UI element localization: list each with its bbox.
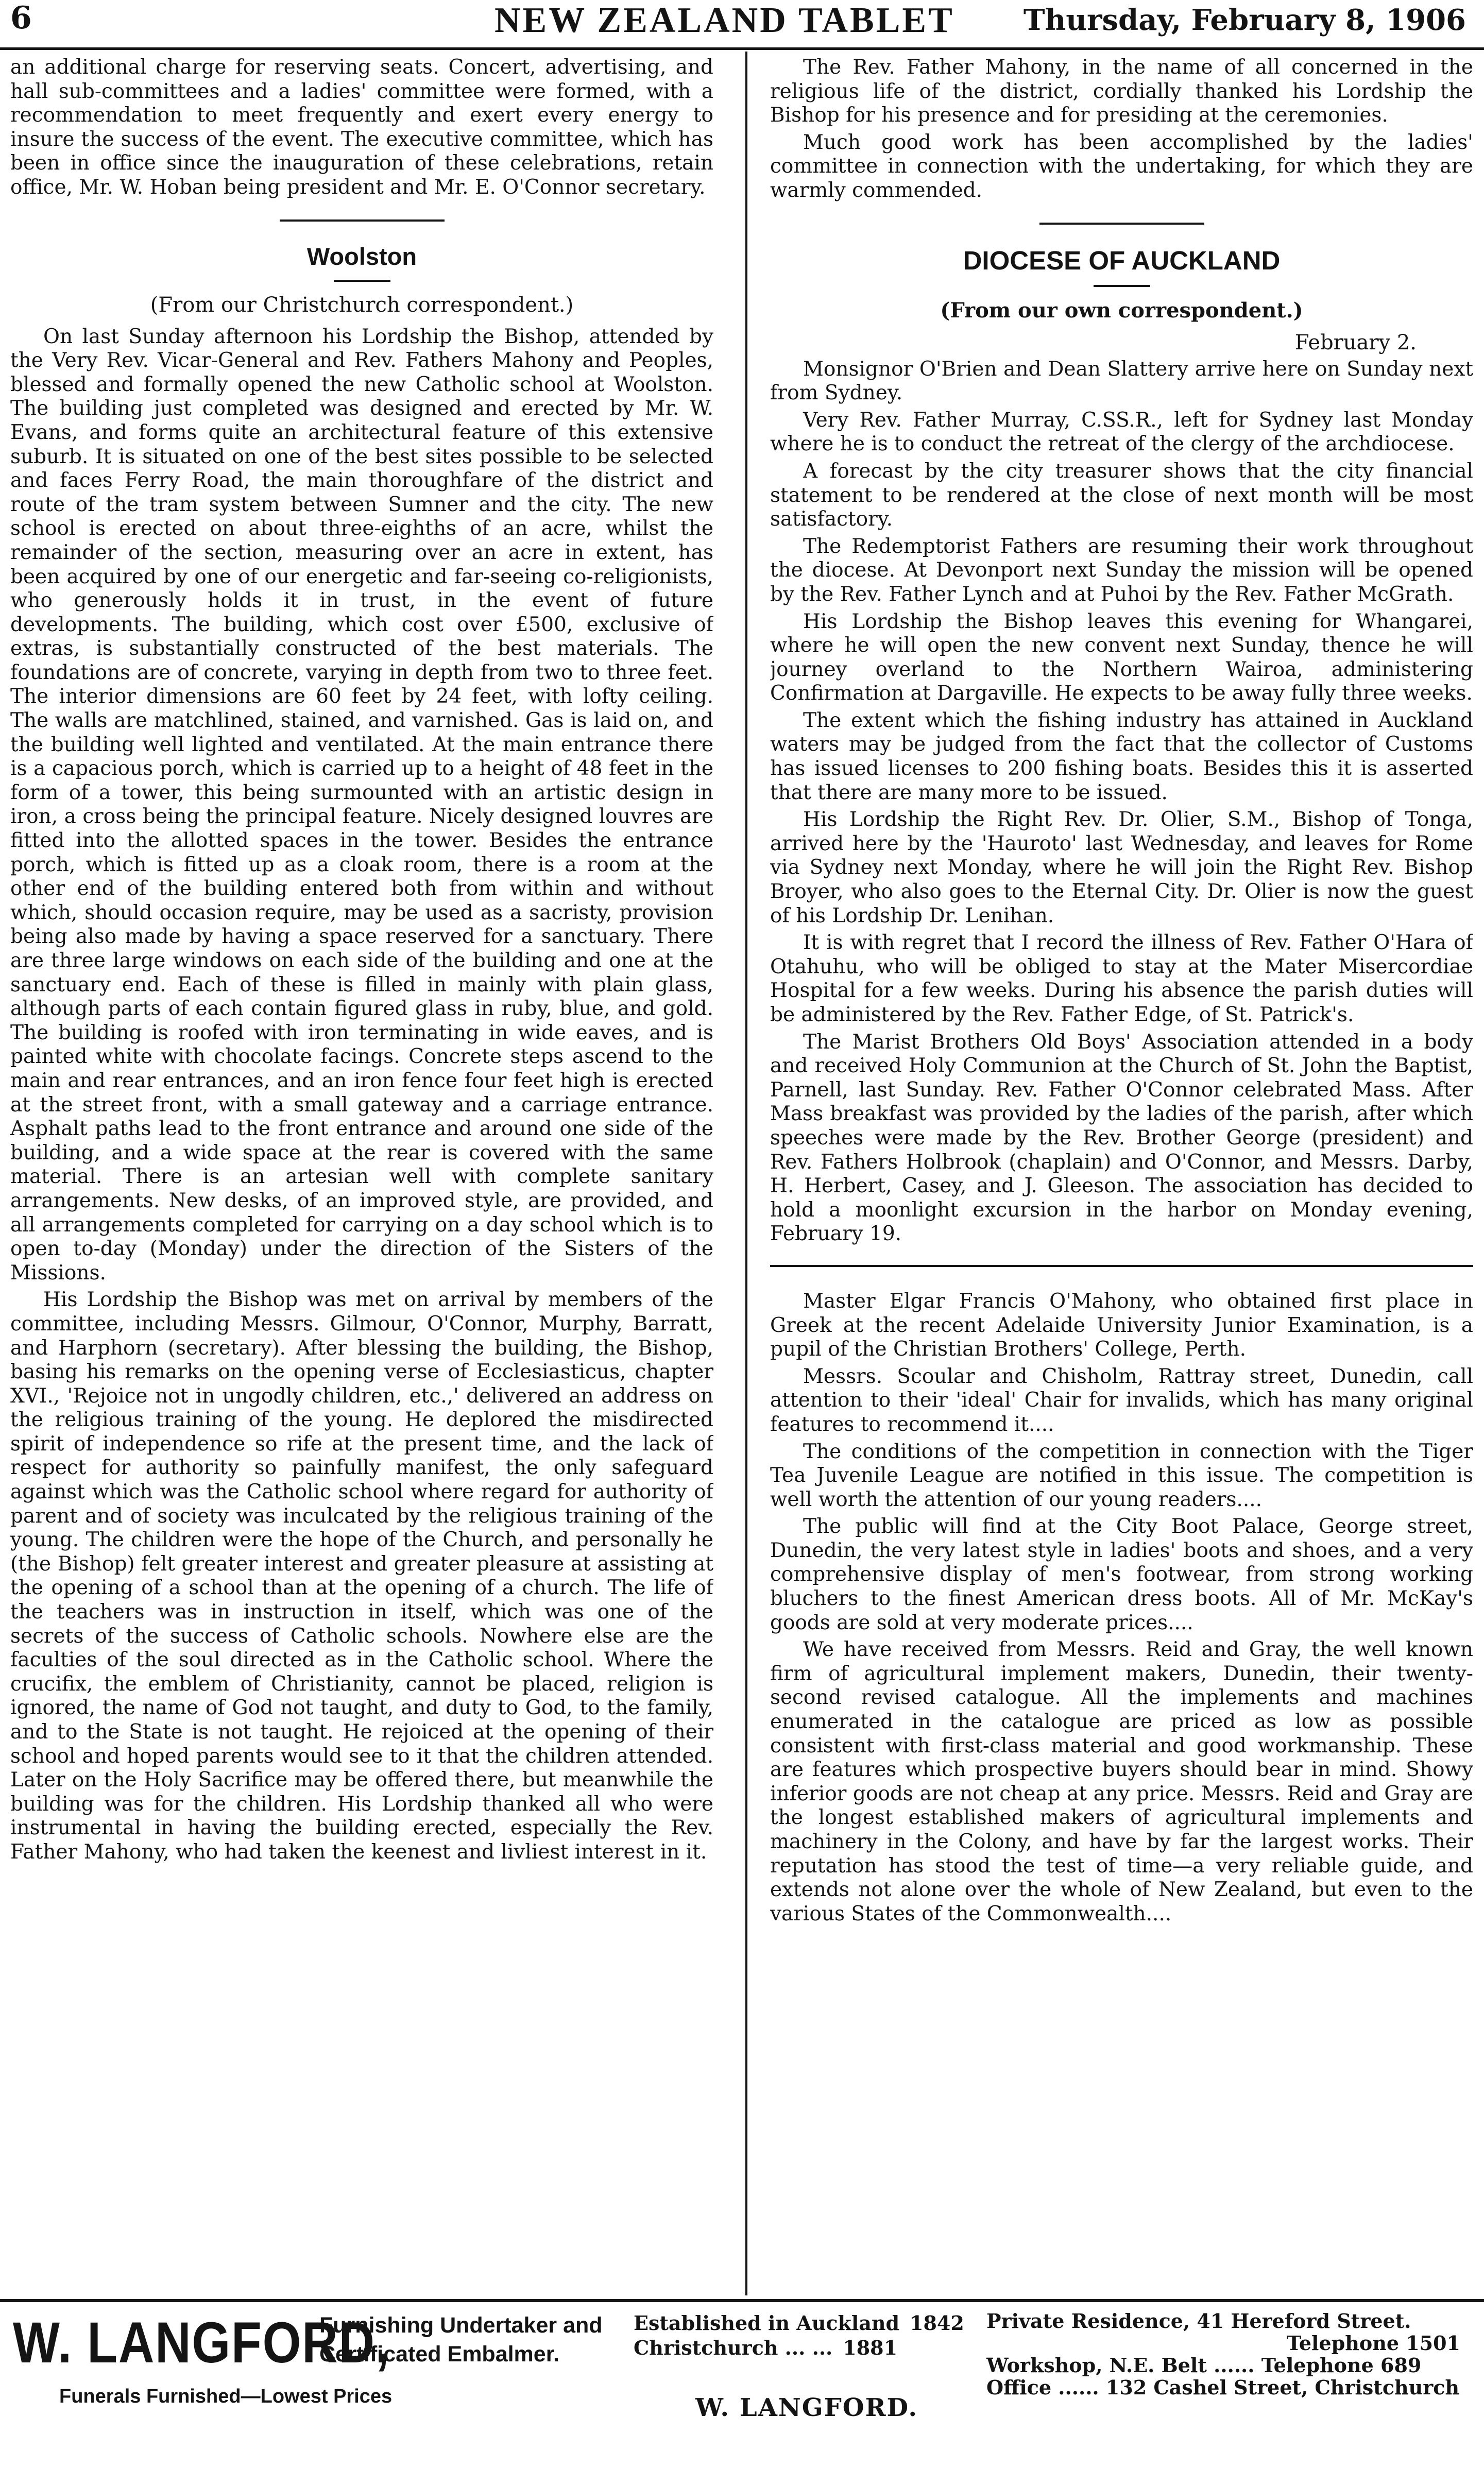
continued-paragraph: an additional charge for reserving seats. Concert, advertising, and hall sub-committees and a ladies' committee were formed, with a recommendation to meet frequently and exert every energy to insure the success of the event. The executive committee, which has been in office since the inauguration of these celebrations, retain office, Mr. W. Hoban being president and Mr. E. O'Connor secretary. (10, 56, 713, 199)
office-line: Office ...... 132 Cashel Street, Christchurch (986, 2376, 1459, 2399)
heading-rule (334, 280, 390, 282)
news-item: The extent which the fishing industry has attained in Auckland waters may be judged from the fact that the collector of Customs has issued licenses to 200 fishing boats. Besides this it is asserted that there are many more to be issued. (770, 708, 1473, 804)
issue-date: Thursday, February 8, 1906 (1023, 3, 1466, 37)
news-item: The Redemptorist Fathers are resuming their work throughout the diocese. At Devonport next Sunday the mission will be opened by the Rev. Father Lynch and at Puhoi by the Rev. Father McGrath. (770, 534, 1473, 606)
funerals-line: Funerals Furnished—Lowest Prices (59, 2386, 393, 2407)
section-rule (770, 1265, 1473, 1267)
heading-rule (1094, 285, 1150, 287)
news-item: A forecast by the city treasurer shows that the city financial statement to be rendered at the close of next month will be most satisfactory. (770, 459, 1473, 531)
advertiser-service (319, 2311, 603, 2369)
news-item: Very Rev. Father Murray, C.SS.R., left for Sydney last Monday where he is to conduct the retreat of the clergy of the archdiocese. (770, 408, 1473, 456)
private-residence: Private Residence, 41 Hereford Street. (986, 2309, 1411, 2333)
service-line: Furnishing Undertaker and (319, 2313, 603, 2338)
article-paragraph: On last Sunday afternoon his Lordship the Bishop, attended by the Very Rev. Vicar-General and Rev. Fathers Mahony and Peoples, blessed and formally opened the new Catholic school at Woolston. The building just completed was designed and erected by Mr. W. Evans, and forms quite an architectural feature of this extensive suburb. It is situated on one of the best sites possible to be selected and faces Ferry Road, the main thoroughfare of the district and route of the tram system between Sumner and the city. The new school is erected on about three-eighths of an acre, whilst the remainder of the section, measuring over an acre in extent, has been acquired by one of our energetic and far-seeing co-religionists, who generously holds it in trust, in the event of future developments. The building, which cost over £500, exclusive of extras, is substantially constructed of the best materials. The foundations are of concrete, varying in depth from two to three feet. The interior dimensions are 60 feet by 24 feet, with lofty ceiling. The walls are matchlined, stained, and varnished. Gas is laid on, and the building well lighted and ventilated. At the main entrance there is a capacious porch, which is carried up to a height of 48 feet in the form of a tower, this being surmounted with an artistic design in iron, a cross being the principal feature. Nicely designed louvres are fitted into the allotted spaces in the tower. Besides the entrance porch, which is fitted up as a cloak room, there is a room at the other end of the building entered both from within and without which, should occasion require, may be used as a sacristy, provision being also made by having a space reserved for a sanctuary. There are three large windows on each side of the building and one at the sanctuary end. Each of these is filled in mainly with plain glass, although parts of each contain figured glass in ruby, blue, and gold. The building is roofed with iron terminating in wide eaves, and is painted white with chocolate facings. Concrete steps ascend to the main and rear entrances, and an iron fence four feet high is erected at the street front, with a small gateway and a carriage entrance. Asphalt paths lead to the front entrance and around one side of the building, and a wide space at the rear is covered with the same material. There is an artesian well with complete sanitary arrangements. New desks, of an improved style, are provided, and all arrangements completed for carrying on a day school which is to open to-day (Monday) under the direction of the Sisters of the Missions. (10, 325, 713, 1285)
footer-rule (0, 2299, 1484, 2302)
news-item: His Lordship the Right Rev. Dr. Olier, S.M., Bishop of Tonga, arrived here by the 'Hauroto' last Wednesday, and leaves for Rome via Sydney next Monday, where he will join the Right Rev. Bishop Broyer, who also goes to the Eternal City. Dr. Olier is now the guest of his Lordship Dr. Lenihan. (770, 808, 1473, 927)
article-paragraph: His Lordship the Bishop was met on arrival by members of the committee, including Messrs. Gilmour, O'Connor, Murphy, Barratt, and Harphorn (secretary). After blessing the building, the Bishop, basing his remarks on the opening verse of Ecclesiasticus, chapter XVI., 'Rejoice not in ungodly children, etc.,' delivered an address on the religious training of the young. He deplored the misdirected spirit of independence so rife at the present time, and the lack of respect for authority so painfully manifest, the only safeguard against which was the Catholic school where regard for authority of parent and of society was inculcated by the religious training of the young. The children were the hope of the Church, and personally he (the Bishop) felt greater interest and greater pleasure at assisting at the opening of a school than at the opening of a church. The life of the teachers was in instruction in itself, which was one of the secrets of the success of Catholic schools. Nowhere else are the faculties of the soul directed as in the Catholic school. Where the crucifix, the emblem of Christianity, cannot be placed, religion is ignored, the name of God not taught, and duty to God, to the family, and to the State is not taught. He rejoiced at the opening of their school and hoped parents would see to it that the children attended. Later on the Holy Sacrifice may be offered there, but meanwhile the building was for the children. His Lordship thanked all who were instrumental in having the building erected, especially the Rev. Father Mahony, who had taken the keenest and livliest interest in it. (10, 1288, 713, 1864)
notice-item: The conditions of the competition in connection with the Tiger Tea Juvenile League are notified in this issue. The competition is well worth the attention of our young readers.... (770, 1440, 1473, 1511)
advertiser-signature: W. LANGFORD. (695, 2393, 918, 2422)
contact-block (986, 2310, 1460, 2398)
residence-telephone: Telephone 1501 (1286, 2331, 1460, 2355)
masthead-title: NEW ZEALAND TABLET (494, 1, 954, 40)
notice-item: The public will find at the City Boot Palace, George street, Dunedin, the very latest style in ladies' boots and shoes, and a very comprehensive display of men's footwear, from strong working bluchers to the finest American dress boots. All of Mr. McKay's goods are sold at very moderate prices.... (770, 1515, 1473, 1634)
news-item: Monsignor O'Brien and Dean Slattery arrive here on Sunday next from Sydney. (770, 357, 1473, 405)
header-rule (0, 47, 1484, 50)
right-column (770, 56, 1473, 2289)
established-christchurch-year: 1881 (843, 2336, 898, 2359)
notice-item: Messrs. Scoular and Chisholm, Rattray street, Dunedin, call attention to their 'ideal' Chair for invalids, which has many original features to recommend it.... (770, 1364, 1473, 1436)
page-number: 6 (10, 0, 32, 36)
notice-item: Master Elgar Francis O'Mahony, who obtained first place in Greek at the recent Adelaide University Junior Examination, is a pupil of the Christian Brothers' College, Perth. (770, 1289, 1473, 1361)
dateline: February 2. (1294, 330, 1417, 354)
workshop-line: Workshop, N.E. Belt ...... Telephone 689 (986, 2354, 1422, 2377)
auckland-heading: DIOCESE OF AUCKLAND (963, 245, 1281, 275)
column-divider (745, 52, 747, 2295)
advertiser-name: W. LANGFORD, (13, 2310, 390, 2375)
section-rule (280, 219, 445, 222)
news-item: It is with regret that I record the illness of Rev. Father O'Hara of Otahuhu, who will be obliged to stay at the Mater Misercordiae Hospital for a few weeks. During his absence the parish duties will be administered by the Rev. Father Edge, of St. Patrick's. (770, 931, 1473, 1026)
news-item: The Marist Brothers Old Boys' Association attended in a body and received Holy Communion at the Church of St. John the Baptist, Parnell, last Sunday. Rev. Father O'Connor celebrated Mass. After Mass breakfast was provided by the ladies of the parish, after which speeches were made by the Rev. Brother George (president) and Rev. Fathers Holbrook (chaplain) and O'Connor, and Messrs. Darby, H. Herbert, Casey, and J. Gleeson. The association has decided to hold a moonlight excursion in the harbor on Monday evening, February 19. (770, 1030, 1473, 1246)
article-paragraph: Much good work has been accomplished by the ladies' committee in connection with the undertaking, for which they are warmly commended. (770, 130, 1473, 202)
established-block (634, 2311, 964, 2360)
woolston-heading: Woolston (306, 242, 417, 270)
section-rule (1039, 223, 1204, 225)
auckland-subheading: (From our own correspondent.) (940, 298, 1303, 323)
established-auckland-year: 1842 (910, 2311, 964, 2335)
page-header (0, 0, 1484, 52)
established-auckland: Established in Auckland (634, 2311, 900, 2335)
service-line: Certificated Embalmer. (319, 2342, 560, 2367)
article-paragraph: The Rev. Father Mahony, in the name of all concerned in the religious life of the district, cordially thanked his Lordship the Bishop for his presence and for presiding at the ceremonies. (770, 56, 1473, 127)
woolston-subheading: (From our Christchurch correspondent.) (150, 293, 574, 317)
established-christchurch: Christchurch ... ... (634, 2336, 833, 2359)
left-column (10, 56, 713, 2289)
notice-item: We have received from Messrs. Reid and Gray, the well known firm of agricultural implement makers, Dunedin, their twenty-second revised catalogue. All the implements and machines enumerated in the catalogue are priced as low as possible consistent with first-class material and good workmanship. These are features which prospective buyers should bear in mind. Showy inferior goods are not cheap at any price. Messrs. Reid and Gray are the longest established makers of agricultural implements and machinery in the Colony, and have by far the largest works. Their reputation has stood the test of time—a very reliable guide, and extends not alone over the whole of New Zealand, but even to the various States of the Commonwealth.... (770, 1638, 1473, 1925)
news-item: His Lordship the Bishop leaves this evening for Whangarei, where he will open the new convent next Sunday, thence he will journey overland to the Northern Wairoa, administering Confirmation at Dargaville. He expects to be away fully three weeks. (770, 610, 1473, 705)
